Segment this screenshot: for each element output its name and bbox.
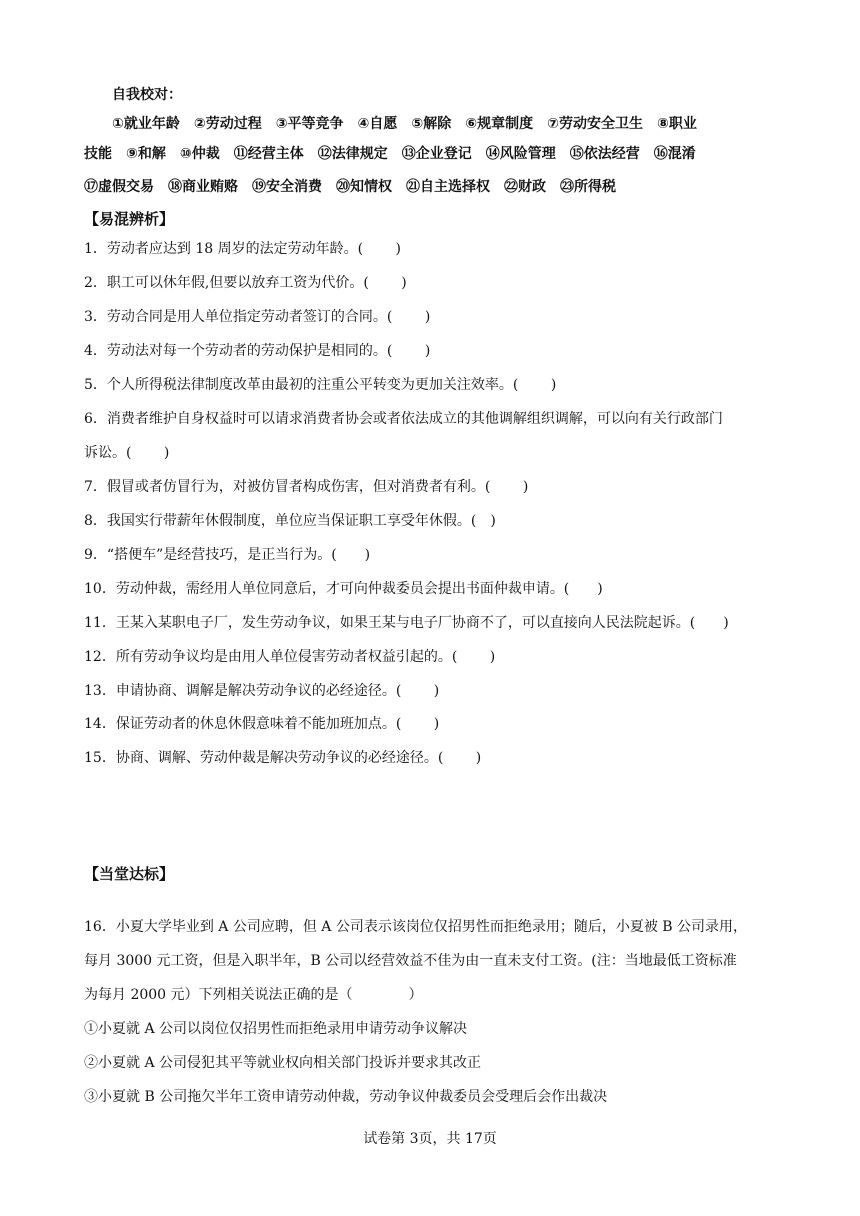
confusion-item-8: 8．我国实行带薪年休假制度，单位应当保证职工享受年休假。( ) — [84, 513, 496, 529]
question-16-line-2: 每月 3000 元工资，但是入职半年，B 公司以经营效益不佳为由一直未支付工资。(注：当地最低工资标准 — [84, 953, 737, 969]
self-check-title: 自我校对： — [112, 87, 182, 103]
confusion-item-6-cont: 诉讼。( ) — [84, 445, 170, 461]
confusion-item-13: 13．申请协商、调解是解决劳动争议的必经途径。( ) — [84, 683, 440, 699]
confusion-item-12: 12．所有劳动争议均是由用人单位侵害劳动者权益引起的。( ) — [84, 649, 496, 665]
question-16-option-1: ①小夏就 A 公司以岗位仅招男性而拒绝录用申请劳动争议解决 — [84, 1021, 468, 1037]
section-confusion-title: 【易混辨析】 — [84, 210, 175, 228]
confusion-item-10: 10．劳动仲裁，需经用人单位同意后，才可向仲裁委员会提出书面仲裁申请。( ) — [84, 581, 603, 597]
self-check-line-2: 技能 ⑨和解 ⑩仲裁 ⑪经营主体 ⑫法律规定 ⑬企业登记 ⑭风险管理 ⑮依法经营 ⑯混淆 — [84, 146, 696, 162]
self-check-line-1: ①就业年龄 ②劳动过程 ③平等竞争 ④自愿 ⑤解除 ⑥规章制度 ⑦劳动安全卫生 ⑧职业 — [112, 116, 697, 132]
confusion-item-6: 6．消费者维护自身权益时可以请求消费者协会或者依法成立的其他调解组织调解，可以向有关行政部门 — [84, 411, 723, 427]
confusion-item-2: 2．职工可以休年假,但要以放弃工资为代价。( ) — [84, 275, 407, 291]
question-16-line-1: 16．小夏大学毕业到 A 公司应聘，但 A 公司表示该岗位仅招男性而拒绝录用；随后，小夏被 B 公司录用， — [84, 919, 748, 935]
question-16-line-3: 为每月 2000 元）下列相关说法正确的是（ ） — [84, 987, 423, 1003]
confusion-item-11: 11．王某入某职电子厂，发生劳动争议，如果王某与电子厂协商不了，可以直接向人民法院起诉。( ) — [84, 615, 729, 631]
confusion-item-4: 4．劳动法对每一个劳动者的劳动保护是相同的。( ) — [84, 343, 431, 359]
question-16-option-3: ③小夏就 B 公司拖欠半年工资申请劳动仲裁，劳动争议仲裁委员会受理后会作出裁决 — [84, 1089, 608, 1105]
question-16-option-2: ②小夏就 A 公司侵犯其平等就业权向相关部门投诉并要求其改正 — [84, 1055, 482, 1071]
confusion-item-9: 9．“搭便车”是经营技巧，是正当行为。( ) — [84, 547, 371, 563]
self-check-line-3: ⑰虚假交易 ⑱商业贿赂 ⑲安全消费 ⑳知情权 ㉑自主选择权 ㉒财政 ㉓所得税 — [84, 179, 616, 195]
confusion-item-15: 15．协商、调解、劳动仲裁是解决劳动争议的必经途径。( ) — [84, 750, 482, 766]
confusion-item-7: 7．假冒或者仿冒行为，对被仿冒者构成伤害，但对消费者有利。( ) — [84, 479, 529, 495]
confusion-item-5: 5．个人所得税法律制度改革由最初的注重公平转变为更加关注效率。( ) — [84, 377, 557, 393]
confusion-item-14: 14．保证劳动者的休息休假意味着不能加班加点。( ) — [84, 716, 440, 732]
section-class-title: 【当堂达标】 — [84, 865, 175, 883]
confusion-item-3: 3．劳动合同是用人单位指定劳动者签订的合同。( ) — [84, 309, 431, 325]
confusion-item-1: 1．劳动者应达到 18 周岁的法定劳动年龄。( ) — [84, 241, 401, 257]
page-footer: 试卷第 3页，共 17页 — [363, 1131, 497, 1147]
